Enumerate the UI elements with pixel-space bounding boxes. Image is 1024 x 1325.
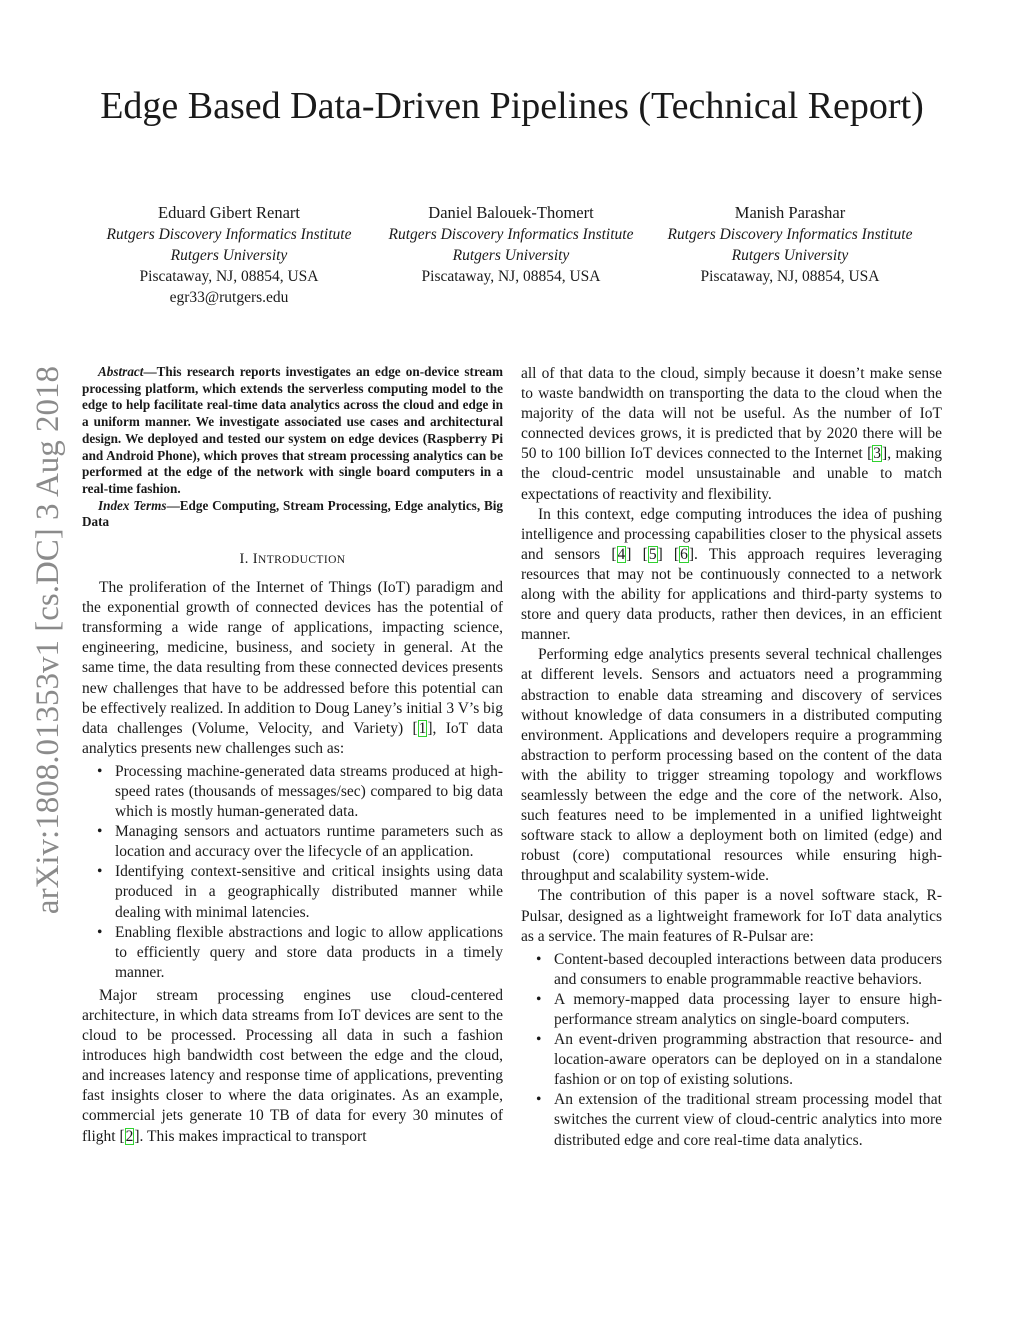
author-email: egr33@rutgers.edu: [169, 289, 289, 306]
author-block-2: [366, 202, 656, 287]
section-number: I.: [239, 551, 249, 568]
paragraph-text: ]. This approach requires leveraging resources that may not be continuously connected to a network along with the ability for applications and third-party systems to store and query data products, rather then devices, in an efficient manner.: [521, 545, 943, 644]
paragraph-text: ]. This makes impractical to transport: [134, 1127, 367, 1145]
author-affiliation: Rutgers Discovery Informatics Institute: [667, 226, 913, 243]
list-item: • Enabling flexible abstractions and logic to allow applications to efficiently query and store data products in a timely manner.: [115, 923, 503, 983]
abstract-text: —This research reports investigates an edge on-device stream processing platform, which extends the serverless computing model to the edge to help facilitate real-time data analytics across the cloud and edge in a uniform manner. We investigate associated use cases and architectural design. We deployed and tested our system on edge devices (Raspberry Pi and Android Phone), which proves that stream processing analytics can be performed at the edge of the network with single board computers in a real-time fashion.: [82, 364, 503, 496]
list-item: • Managing sensors and actuators runtime parameters such as location and accuracy over the lifecycle of an application.: [115, 822, 503, 862]
intro-paragraph-5: Performing edge analytics presents several technical challenges at different levels. Sensors and actuators need a programming abstraction to enable data streaming and discovery of services without knowledge of data consumers in a distributed computing environment. Applications and developers require a programming abstraction to perform processing based on the content of the data with the ability to trigger streaming topology and workflows seamlessly between the edge and the core of the network. Also, such features need to be implemented in a unified lightweight software stack to allow a deployment both on limited (edge) and robust (core) computational resources while ensuring high-throughput and scalability system-wide.: [521, 646, 942, 885]
left-column: [82, 364, 503, 1147]
author-name: Daniel Balouek-Thomert: [428, 203, 594, 222]
paragraph-text: ], making the cloud-centric model unsustainable and unable to match expectations of reactivity and flexibility.: [521, 445, 942, 503]
paragraph-text: The proliferation of the Internet of Things (IoT) paradigm and the exponential growth of connected devices has the potential of transforming a wide range of applications, impacting science, engineering, medicine, business, and society in general. At the same time, the data resulting from these connected devices presents new challenges that have to be addressed before this potential can be effectively realized. In addition to Doug Laney’s initial 3 V’s big data challenges (Volume, Velocity, and Variety) [: [82, 579, 503, 737]
author-address: Piscataway, NJ, 08854, USA: [700, 268, 880, 285]
list-item: • An extension of the traditional stream processing model that switches the current view of cloud-centric analytics into more distributed edge and core real-time data analytics.: [554, 1090, 942, 1150]
citation-link[interactable]: 2: [125, 1127, 134, 1145]
section-title-first: I: [252, 551, 259, 568]
index-terms-text: —Edge Computing, Stream Processing, Edge analytics, Big Data: [82, 497, 503, 530]
author-university: Rutgers University: [452, 247, 570, 264]
abstract: [82, 364, 503, 498]
paragraph-text: all of that data to the cloud, simply because it doesn’t make sense to waste bandwidth on transporting the data to the cloud when the majority of the data will not be useful. As the number of IoT connected devices grows, it is predicted that by 2020 there will be 50 to 100 billion IoT devices connected to the Internet [: [521, 365, 942, 463]
paragraph-text: In this context, edge computing introduces the idea of pushing intelligence and processing capabilities closer to the physical assets and sensors [: [521, 505, 942, 563]
author-affiliation: Rutgers Discovery Informatics Institute: [388, 226, 634, 243]
paragraph-text: Major stream processing engines use cloud-centered architecture, in which data streams from IoT devices are sent to the cloud to be processed. Processing all data in such a fashion introduces high bandwidth cost between the edge and the cloud, and increases latency and response time of applications, preventing fast insights closer to where the data originates. As an example, commercial jets generate 10 TB of data for every 30 minutes of flight [: [82, 986, 503, 1145]
citation-link[interactable]: 1: [418, 719, 427, 737]
citation-link[interactable]: 5: [648, 545, 657, 563]
author-university: Rutgers University: [731, 247, 849, 264]
intro-paragraph-3: [521, 364, 942, 505]
features-list: [521, 950, 942, 1151]
list-item: • A memory-mapped data processing layer to ensure high-performance stream analytics on single-board computers.: [554, 990, 942, 1030]
citation-link[interactable]: 3: [873, 445, 882, 463]
citation-link[interactable]: 6: [680, 545, 688, 563]
author-university: Rutgers University: [170, 247, 288, 264]
section-heading-introduction: [82, 551, 503, 568]
author-name: Manish Parashar: [734, 203, 846, 222]
right-column: [521, 364, 942, 1154]
list-item: • Processing machine-generated data streams produced at high-speed rates (thousands of messages/sec) compared to big data which is mostly human-generated data.: [115, 762, 503, 822]
abstract-label: Abstract: [98, 364, 144, 379]
list-item: • An event-driven programming abstraction that resource- and location-aware operators can be deployed on in a standalone fashion or on top of existing solutions.: [554, 1030, 942, 1090]
author-name: Eduard Gibert Renart: [157, 203, 301, 222]
paragraph-text: ] [: [657, 545, 680, 563]
author-block-3: [645, 202, 935, 287]
challenges-list: [82, 762, 503, 983]
author-block-1: [84, 202, 374, 308]
intro-paragraph-4: [521, 505, 942, 646]
arxiv-stamp: arXiv:1808.01353v1 [cs.DC] 3 Aug 2018: [30, 365, 66, 915]
paper-title: Edge Based Data-Driven Pipelines (Technical Report): [100, 85, 924, 127]
author-affiliation: Rutgers Discovery Informatics Institute: [106, 226, 352, 243]
intro-paragraph-2: [82, 986, 503, 1147]
author-address: Piscataway, NJ, 08854, USA: [139, 268, 319, 285]
list-item: • Content-based decoupled interactions between data producers and consumers to enable programmable reactive behaviors.: [554, 950, 942, 990]
paragraph-text: ], IoT data analytics presents new challenges such as:: [82, 719, 503, 757]
list-item: • Identifying context-sensitive and critical insights using data produced in a geographically distributed manner while dealing with minimal latencies.: [115, 862, 503, 922]
citation-link[interactable]: 4: [617, 545, 626, 563]
paragraph-text: ] [: [626, 545, 648, 563]
author-address: Piscataway, NJ, 08854, USA: [421, 268, 601, 285]
section-title-rest: NTRODUCTION: [258, 554, 346, 567]
intro-paragraph-1: [82, 578, 503, 759]
index-terms-label: Index Terms: [98, 497, 167, 513]
index-terms: [82, 498, 503, 531]
intro-paragraph-6: The contribution of this paper is a novel software stack, R-Pulsar, designed as a lightweight framework for IoT data analytics as a service. The main features of R-Pulsar are:: [521, 887, 942, 945]
